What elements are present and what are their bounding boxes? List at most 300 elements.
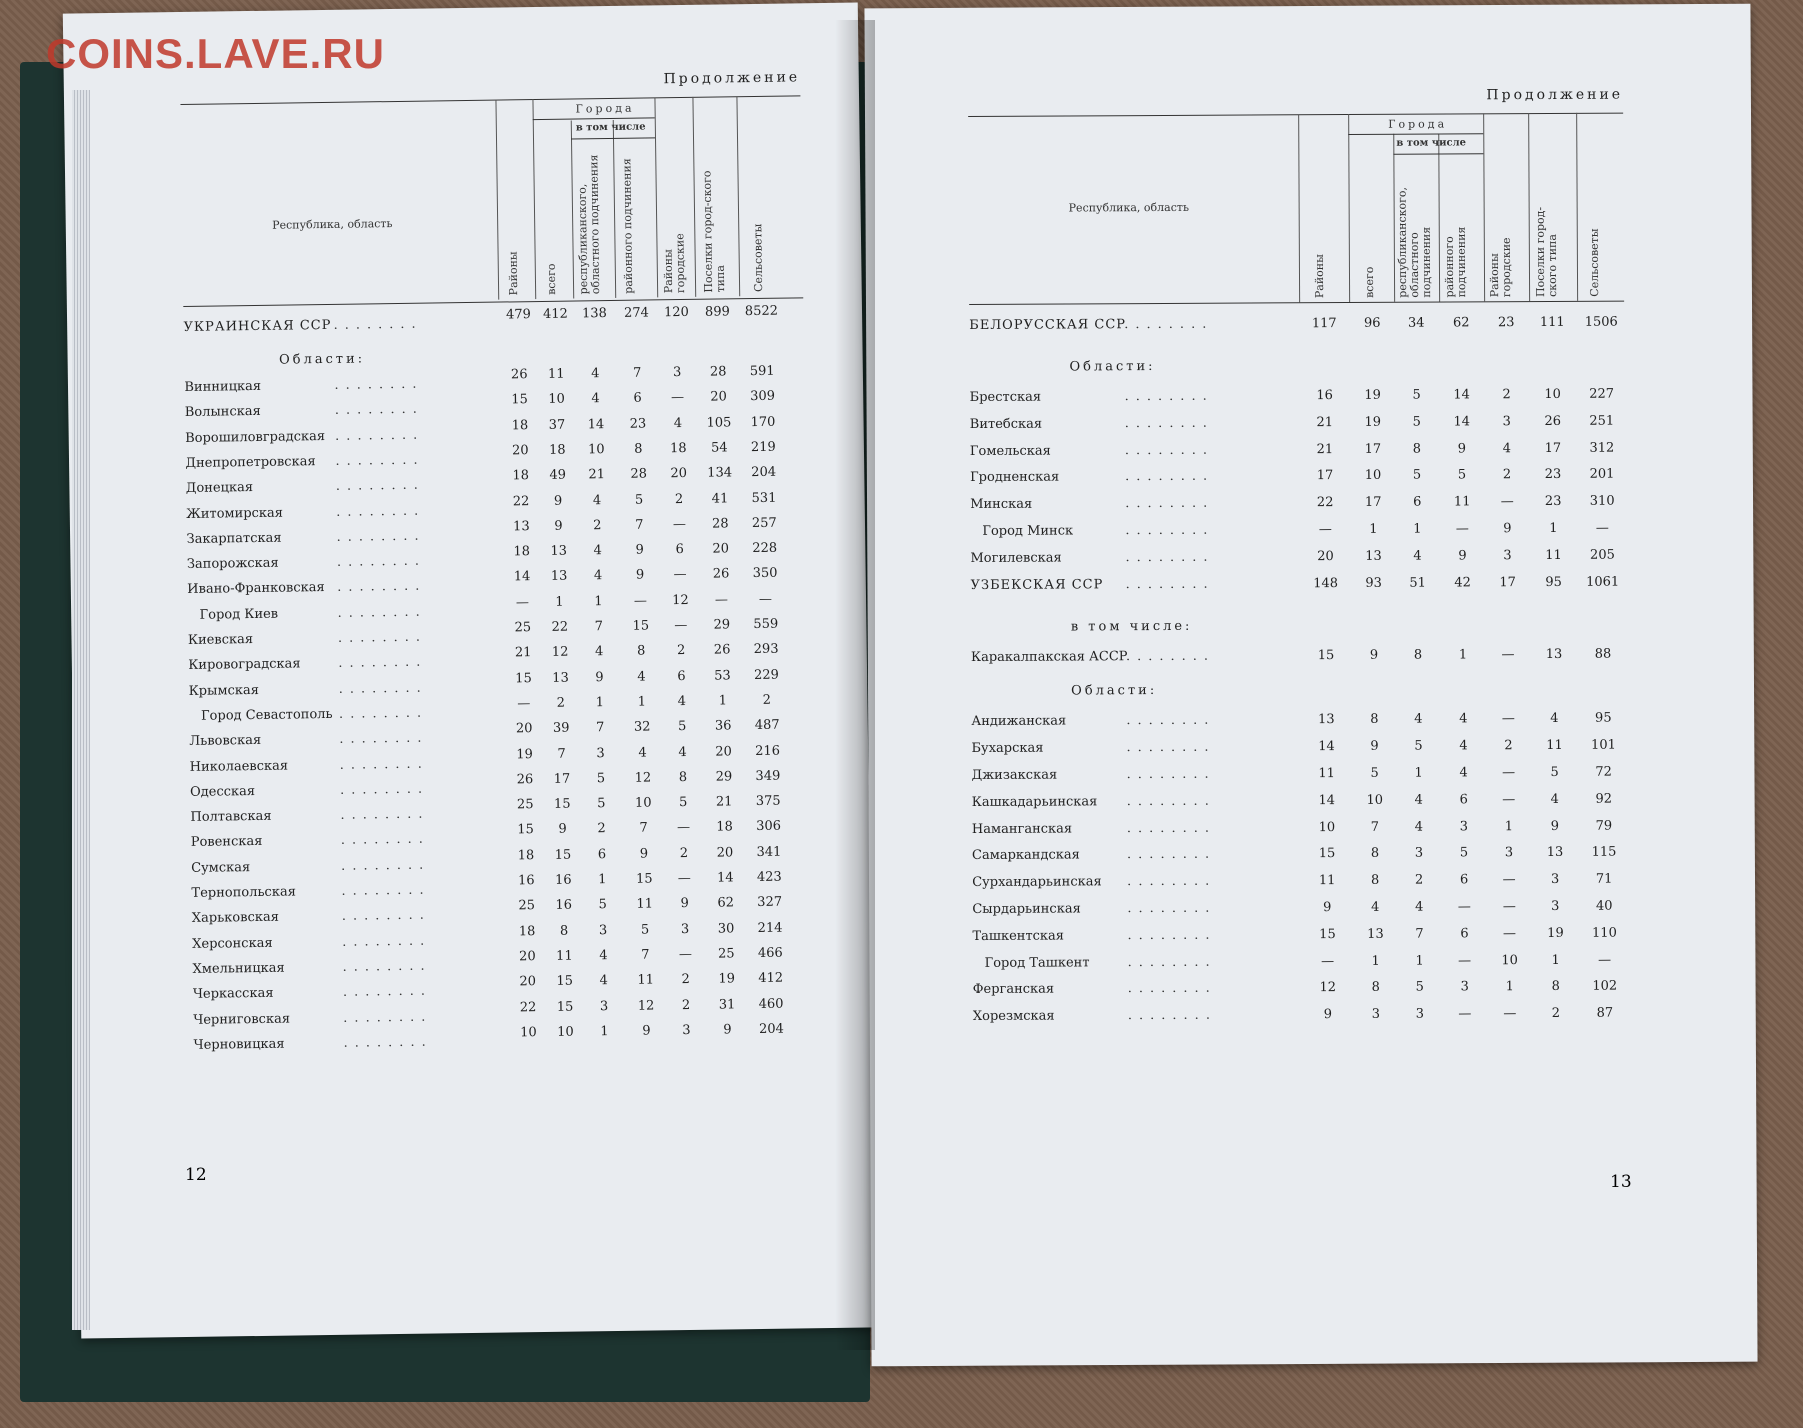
cell-city-districts: — [1502,791,1516,808]
cell-cities-total: 13 [1367,926,1384,942]
cell-districts: — [517,696,531,712]
region-name: Сумская [191,859,251,876]
cell-urban-settlements: 2 [1551,1006,1561,1022]
cell-urban-settlements: 17 [1544,440,1562,456]
column-divider [1576,113,1578,301]
region-name: Сырдарьинская [972,901,1081,917]
cell-district-subord: 28 [630,466,648,482]
cell-village-councils: 257 [751,515,777,531]
cell-district-subord: 12 [637,997,655,1014]
cities-group-header: Города [575,101,635,116]
region-name: Ровенская [190,834,263,851]
cell-village-councils: 341 [756,844,782,860]
column-divider [1528,113,1530,301]
region-name: Бухарская [971,740,1044,757]
cell-republic-subord: 5 [1414,738,1423,754]
cell-village-councils: 201 [1589,467,1615,483]
cell-districts: 117 [1311,316,1337,332]
cell-city-districts: 20 [670,466,688,482]
cell-urban-settlements: 25 [718,946,735,962]
cell-urban-settlements: 134 [707,465,733,481]
cell-district-subord: 4 [637,669,646,685]
cell-urban-settlements: 4 [1550,711,1559,727]
cell-district-subord: 7 [633,365,642,381]
cell-cities-total: 15 [554,847,572,863]
table-row [970,440,1625,467]
cell-city-districts: 2 [1502,467,1512,483]
cell-village-councils: 101 [1591,737,1616,753]
cell-district-subord: — [633,593,648,609]
region-name: Город Севастополь [200,706,333,724]
cell-urban-settlements: 31 [718,996,736,1013]
table-row [972,845,1627,872]
leader-dots: ........ [1127,981,1217,997]
cell-urban-settlements: — [714,592,729,608]
cell-district-subord: 7 [639,820,648,837]
cell-city-districts: 6 [677,668,686,684]
cell-republic-subord: 5 [1412,414,1421,430]
header-top-rule [180,95,800,105]
cell-republic-subord: 3 [1415,1006,1425,1022]
cell-republic-subord: 1 [595,695,605,711]
cell-district-subord: 8 [636,643,646,659]
cell-republic-subord: 7 [595,720,605,736]
table-row [972,872,1627,899]
cell-urban-settlements: 111 [1539,314,1565,331]
leader-dots: ........ [1126,739,1216,756]
leader-dots: ........ [338,705,429,722]
cell-districts: 18 [518,923,536,939]
region-name: Ферганская [972,981,1055,998]
cell-cities-total: 9 [553,493,563,509]
cell-district-subord: 5 [640,922,650,938]
cell-village-councils: 40 [1595,898,1613,914]
district-subordination-header: районного подчинения [620,158,636,294]
cell-village-councils: 375 [755,793,781,810]
cell-urban-settlements: 20 [716,845,734,861]
header-bottom-rule [969,301,1624,305]
table-row [972,818,1627,845]
cell-districts: 20 [511,443,529,459]
cell-urban-settlements: 19 [1547,925,1564,941]
leader-dots: ........ [1126,820,1216,836]
cell-urban-settlements: 95 [1545,574,1562,590]
leader-dots: ........ [342,958,432,975]
cell-urban-settlements: 1 [718,693,728,709]
region-name: Витебская [969,416,1043,432]
region-name: Херсонская [192,935,273,952]
right-statistics-table [968,83,1629,1236]
leader-dots: ........ [1127,954,1217,970]
cell-districts: 12 [1319,980,1337,996]
cell-republic-subord: 4 [591,366,600,382]
region-name: Брестская [969,389,1042,405]
cell-district-subord: 11 [637,972,655,988]
column-divider [571,121,574,299]
cell-city-districts: — [1502,925,1516,942]
cell-district-subord: 4 [638,745,647,761]
cities-total-header: всего [1362,266,1377,298]
cell-district-subord: 11 [1453,494,1471,510]
cell-districts: 21 [514,645,532,661]
cell-urban-settlements: 20 [715,743,732,760]
cell-cities-total: 1 [555,594,564,610]
cell-district-subord: 9 [635,567,645,584]
cell-republic-subord: 2 [597,821,606,837]
cell-republic-subord: 9 [595,669,604,685]
cell-village-councils: 227 [1589,386,1615,402]
cell-village-councils: 312 [1589,440,1615,456]
leader-dots: ........ [335,452,425,469]
table-row [970,387,1625,414]
cell-city-districts: 120 [663,304,689,321]
cell-districts: 14 [1318,792,1336,808]
cell-districts: 20 [1317,548,1334,564]
cell-village-councils: 110 [1591,925,1617,941]
cell-cities-total: 13 [1365,548,1382,564]
cell-republic-subord: 4 [592,492,602,508]
cell-republic-subord: 5 [598,897,607,913]
region-name: Полтавская [190,808,272,826]
cell-district-subord: 23 [629,416,647,432]
cell-district-subord: 5 [634,492,644,508]
leader-dots: ........ [336,553,427,570]
cell-cities-total: 19 [1364,387,1381,403]
cell-district-subord: 4 [1459,738,1468,754]
cell-city-districts: — [1502,872,1516,888]
cell-republic-subord: 6 [597,846,607,862]
region-name: Волынская [184,404,261,421]
column-divider [1483,113,1485,301]
cell-urban-settlements: 4 [1550,791,1559,807]
region-name: Город Минск [982,523,1074,539]
cell-districts: 16 [1316,388,1333,404]
cell-district-subord: 5 [1457,467,1467,483]
leader-dots: ........ [339,756,429,773]
region-name: Каракалпакская АССР [970,648,1128,665]
cell-city-districts: 23 [1497,315,1515,331]
cell-cities-total: 8 [1370,712,1379,728]
cell-city-districts: 2 [681,972,690,988]
cell-districts: 18 [512,468,530,484]
cell-village-councils: 102 [1592,979,1618,995]
cell-village-councils: 71 [1595,871,1613,887]
cell-republic-subord: 5 [597,796,606,812]
region-column-header: Республика, область [272,217,393,232]
cell-districts: 17 [1316,468,1334,484]
cell-urban-settlements: 26 [712,566,730,582]
cell-city-districts: 10 [1501,952,1518,968]
cell-republic-subord: 5 [1412,387,1421,403]
cell-city-districts: 6 [675,542,684,558]
district-subordination-header: районного подчинения [1442,226,1469,298]
cell-republic-subord: 5 [596,770,606,787]
cell-village-councils: 115 [1591,845,1617,861]
cell-cities-total: 9 [1369,647,1379,663]
leader-dots: ........ [1127,900,1217,917]
cell-cities-total: 13 [550,569,568,585]
cell-city-districts: 1 [1504,818,1514,834]
cell-district-subord: 274 [623,305,649,321]
cell-districts: 13 [513,518,530,535]
cell-urban-settlements: 8 [1551,979,1560,995]
cell-districts: — [515,594,530,611]
cell-village-councils: 293 [753,641,779,658]
cell-urban-settlements: 28 [709,364,727,380]
republic-row [969,315,1624,342]
leader-dots: ........ [343,1034,433,1051]
cell-district-subord: 9 [642,1023,651,1039]
cell-districts: 13 [1318,712,1335,728]
cell-district-subord: 11 [636,896,654,913]
cell-cities-total: 39 [552,720,570,737]
region-name: Николаевская [189,758,289,775]
cell-city-districts: 4 [1502,440,1512,456]
republic-subordination-header: республиканского, областного подчинения [1395,186,1434,298]
cell-city-districts: — [678,946,693,963]
cell-city-districts: — [672,516,686,532]
cell-village-councils: 8522 [744,303,779,320]
cell-cities-total: 15 [553,796,571,812]
cell-village-councils: 251 [1589,413,1615,429]
cell-village-councils: 229 [753,667,780,683]
cell-district-subord: 6 [1460,926,1469,942]
cell-village-councils: 1506 [1584,314,1618,330]
cell-districts: 15 [517,822,535,838]
cell-urban-settlements: 11 [1545,547,1562,563]
cell-village-councils: 216 [755,743,781,759]
cell-republic-subord: 2 [593,517,602,534]
page-number-left: 12 [185,1165,207,1185]
table-row [973,979,1628,1006]
cell-districts: 11 [1318,766,1335,782]
cell-cities-total: 12 [551,644,569,661]
cell-republic-subord: 6 [1413,494,1422,510]
cell-district-subord: — [1455,521,1469,537]
cell-districts: 20 [515,721,533,737]
table-row [970,547,1625,574]
leader-dots: ........ [1125,576,1215,592]
cell-districts: 18 [511,417,529,433]
column-divider [613,120,616,298]
leader-dots: ........ [1126,713,1216,729]
cell-districts: 18 [517,847,535,864]
cell-district-subord: 1 [637,694,647,710]
cell-republic-subord: 4 [594,644,604,660]
cell-cities-total: 13 [550,543,568,559]
page-number-right: 13 [1610,1172,1632,1192]
cell-cities-total: 17 [1364,441,1382,457]
cell-city-districts: 3 [1502,413,1511,430]
cell-republic-subord: 51 [1409,575,1426,591]
leader-dots: ........ [340,831,430,849]
leader-dots: ........ [1125,648,1216,664]
cell-urban-settlements: 3 [1551,898,1560,914]
cell-republic-subord: 14 [587,416,605,432]
cell-village-councils: 487 [754,717,780,734]
header-top-rule [968,113,1623,117]
leader-dots: ........ [335,477,425,495]
cell-village-councils: — [1598,952,1612,968]
region-name: Киевская [187,632,254,648]
cell-districts: 10 [1318,819,1336,835]
cell-city-districts: 3 [682,1022,691,1038]
region-name: Самаркандская [971,847,1080,864]
districts-header: Районы [1312,254,1327,299]
cell-urban-settlements: 9 [723,1022,732,1038]
region-name: Черновицкая [193,1036,285,1053]
cell-districts: 15 [1317,647,1335,663]
region-name: Хорезмская [972,1008,1055,1025]
cell-village-councils: — [758,591,773,607]
cell-cities-total: 96 [1363,315,1381,331]
cities-group-header: Города [1388,117,1448,131]
cell-cities-total: 4 [1371,899,1380,915]
table-row [971,646,1626,673]
cell-republic-subord: 3 [1414,846,1424,862]
cell-districts: 25 [514,620,532,636]
cell-village-councils: 559 [753,616,779,633]
cell-village-councils: 309 [750,389,776,405]
cell-village-councils: 423 [756,869,782,886]
cell-city-districts: 12 [672,592,689,608]
continuation-label: Продолжение [663,69,801,88]
leader-dots: ........ [337,604,427,621]
cell-districts: 26 [516,771,534,788]
cell-urban-settlements: 13 [1546,845,1564,861]
cell-republic-subord: 1 [1415,953,1424,969]
cell-republic-subord: 7 [1415,926,1424,942]
cell-district-subord: 1 [1458,646,1468,663]
including-header: в том числе [575,121,646,134]
cell-urban-settlements: 13 [1545,646,1563,662]
cell-urban-settlements: 19 [718,971,736,987]
cell-district-subord: 3 [1459,818,1469,835]
cell-cities-total: 8 [1370,873,1380,889]
cell-village-councils: 95 [1595,711,1612,727]
including-header: в том числе [1396,137,1467,149]
cell-village-councils: 92 [1595,791,1613,807]
cell-republic-subord: 4 [1414,792,1423,808]
cell-city-districts: — [677,870,691,887]
cell-cities-total: 7 [557,746,566,762]
cell-republic-subord: 3 [598,922,608,938]
cell-district-subord: 9 [1458,548,1467,564]
cell-urban-settlements: 36 [714,718,732,734]
cell-districts: 19 [516,746,533,762]
section-heading: Области: [278,351,366,368]
village-councils-header: Сельсоветы [751,223,766,293]
cell-village-councils: 228 [752,540,778,557]
leader-dots: ........ [1125,549,1215,565]
cell-districts: 18 [513,544,531,560]
cell-city-districts: 9 [680,896,689,912]
cell-city-districts: 2 [679,845,689,861]
cell-urban-settlements: 1 [1551,952,1560,968]
city-row [970,521,1625,548]
region-name: Львовская [189,733,262,750]
cell-cities-total: 93 [1365,575,1382,591]
cell-city-districts: — [673,567,687,583]
cell-urban-settlements: 62 [717,895,735,911]
leader-dots: ........ [1127,873,1217,890]
region-name: Наманганская [971,821,1073,837]
cell-district-subord: — [1458,1006,1472,1022]
cell-cities-total: 1 [1369,521,1378,537]
districts-header: Районы [506,251,521,296]
cell-urban-settlements: 54 [710,440,728,456]
header-subrule [1348,133,1483,135]
region-name: Тернопольская [191,884,296,901]
cell-district-subord: 15 [635,871,653,887]
cell-urban-settlements: 53 [714,667,731,684]
cell-district-subord: 15 [632,618,650,634]
table-row [971,738,1626,765]
republic-row [183,303,803,344]
cell-city-districts: 4 [677,693,687,710]
leader-dots: ........ [336,503,426,520]
cell-republic-subord: 1 [598,872,607,888]
cell-urban-settlements: 20 [710,389,727,405]
cell-districts: 15 [1318,846,1336,862]
table-row [972,925,1627,952]
cell-cities-total: 3 [1371,1007,1381,1023]
continuation-label: Продолжение [1486,86,1624,104]
watermark: COINS.LAVE.RU [46,30,385,77]
column-divider [654,97,658,297]
region-name: Запорожская [186,555,279,573]
cell-city-districts: 4 [678,744,687,760]
cell-republic-subord: 8 [1413,647,1423,663]
leader-dots: ........ [1127,1007,1217,1024]
cell-district-subord: 14 [1453,414,1471,430]
column-divider [692,97,696,297]
cell-republic-subord: 4 [1415,899,1424,915]
section-heading: Области: [1069,359,1156,375]
cell-district-subord: 6 [1459,792,1468,808]
region-name: Одесская [189,783,256,800]
region-column-header: Республика, область [1068,200,1189,215]
republic-row [971,574,1626,601]
region-name: Закарпатская [186,530,282,547]
cell-district-subord: — [1457,899,1471,915]
village-councils-header: Сельсоветы [1587,228,1602,297]
cell-districts: 15 [1319,926,1336,942]
cell-city-districts: 5 [677,719,687,735]
cell-republic-subord: 4 [593,543,602,559]
leader-dots: ........ [1125,495,1215,512]
cell-districts: 479 [505,307,531,323]
cell-cities-total: 22 [551,619,569,635]
region-name: Гродненская [970,469,1060,486]
cell-village-councils: 87 [1596,1005,1614,1021]
cell-village-councils: 170 [750,414,776,430]
cell-village-councils: 460 [758,996,784,1012]
leader-dots: ........ [335,427,425,444]
cell-urban-settlements: 9 [1550,818,1560,834]
cell-urban-settlements: 11 [1546,738,1563,754]
leader-dots: ........ [1124,316,1214,333]
cell-city-districts: 3 [673,365,682,381]
cell-district-subord: 4 [1459,765,1468,781]
column-divider [532,99,536,299]
leader-dots: ........ [337,579,427,596]
leader-dots: ........ [342,933,432,950]
column-divider [495,100,499,300]
cell-village-councils: 466 [757,945,783,961]
leader-dots: ........ [338,654,428,672]
book-gutter [835,20,875,1350]
